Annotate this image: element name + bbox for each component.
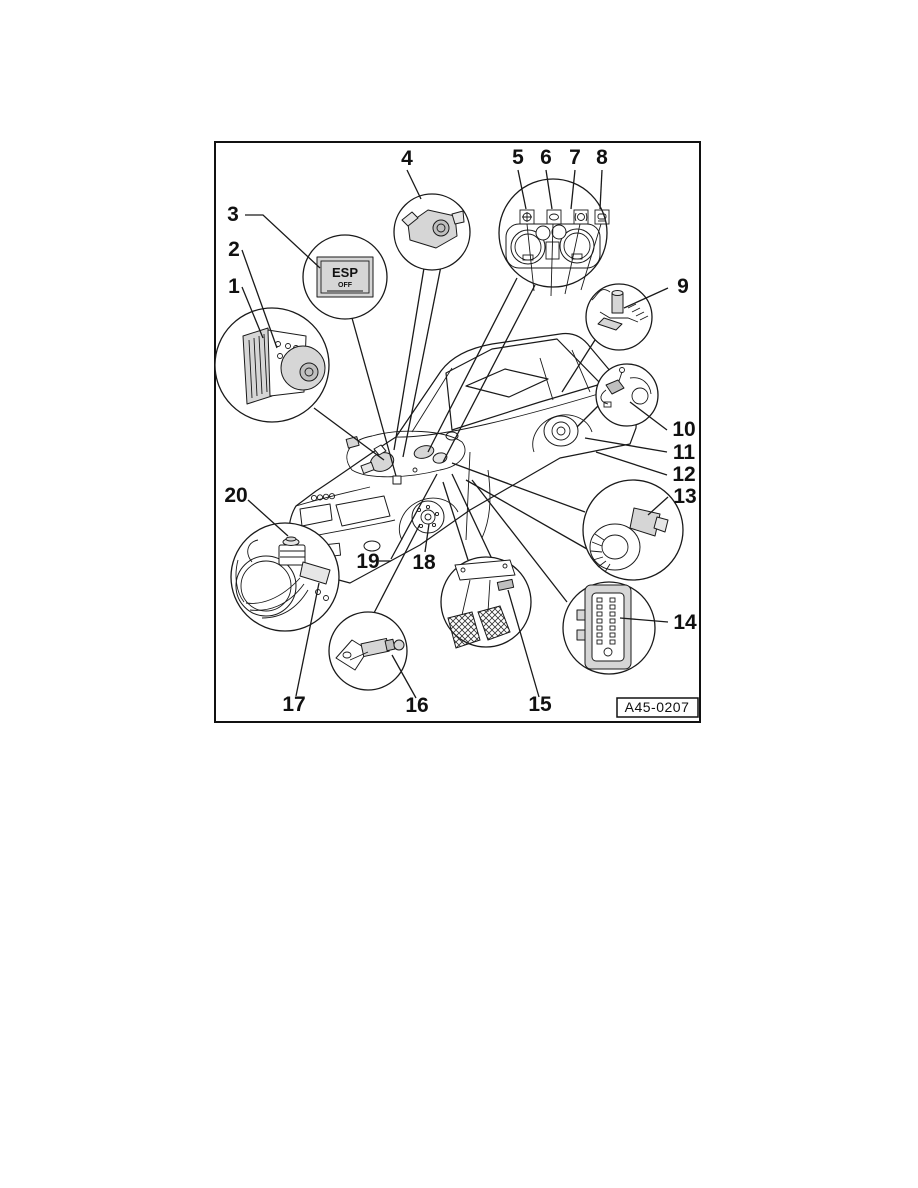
callout-3: 3 — [227, 203, 239, 226]
figure-code-box — [617, 698, 698, 717]
sensor-unit-detail — [394, 194, 470, 270]
callout-9: 9 — [677, 275, 689, 298]
fluid-reservoir — [279, 545, 305, 565]
callout-15: 15 — [528, 693, 552, 716]
cluster-small-gauge-left — [536, 226, 550, 240]
callout-18: 18 — [412, 551, 436, 574]
bracket-sensor-detail — [586, 284, 652, 350]
car-rear-wheel — [544, 416, 578, 446]
callout-20: 20 — [224, 484, 248, 507]
callout-4: 4 — [401, 147, 413, 170]
callout-11: 11 — [672, 441, 696, 464]
callout-17: 17 — [282, 693, 306, 716]
esp-off-button-detail — [303, 235, 387, 319]
callout-5: 5 — [512, 146, 524, 169]
callout-1: 1 — [228, 275, 240, 298]
figure-code: A45-0207 — [624, 699, 690, 715]
steering-angle-sensor-detail — [583, 480, 683, 580]
esp-button-label: ESP — [331, 265, 359, 280]
cluster-small-gauge-right — [552, 225, 566, 239]
esp-button-sublabel: OFF — [338, 282, 352, 289]
callout-2: 2 — [228, 238, 240, 261]
abs-hydraulic-unit-detail — [215, 308, 329, 422]
car-switch-component — [393, 476, 401, 484]
callout-8: 8 — [596, 146, 608, 169]
data-link-connector-detail — [563, 582, 655, 674]
callout-13: 13 — [673, 485, 697, 508]
callout-7: 7 — [569, 146, 581, 169]
callout-12: 12 — [672, 463, 696, 486]
pedal-sender-detail — [329, 612, 407, 690]
callout-6: 6 — [540, 146, 552, 169]
brake-booster-detail — [231, 523, 339, 631]
callout-16: 16 — [405, 694, 429, 717]
callout-14: 14 — [673, 611, 697, 634]
callout-19: 19 — [356, 550, 380, 573]
pedal-cluster-detail — [441, 557, 531, 648]
reservoir-cap — [286, 537, 296, 541]
callout-10: 10 — [672, 418, 696, 441]
